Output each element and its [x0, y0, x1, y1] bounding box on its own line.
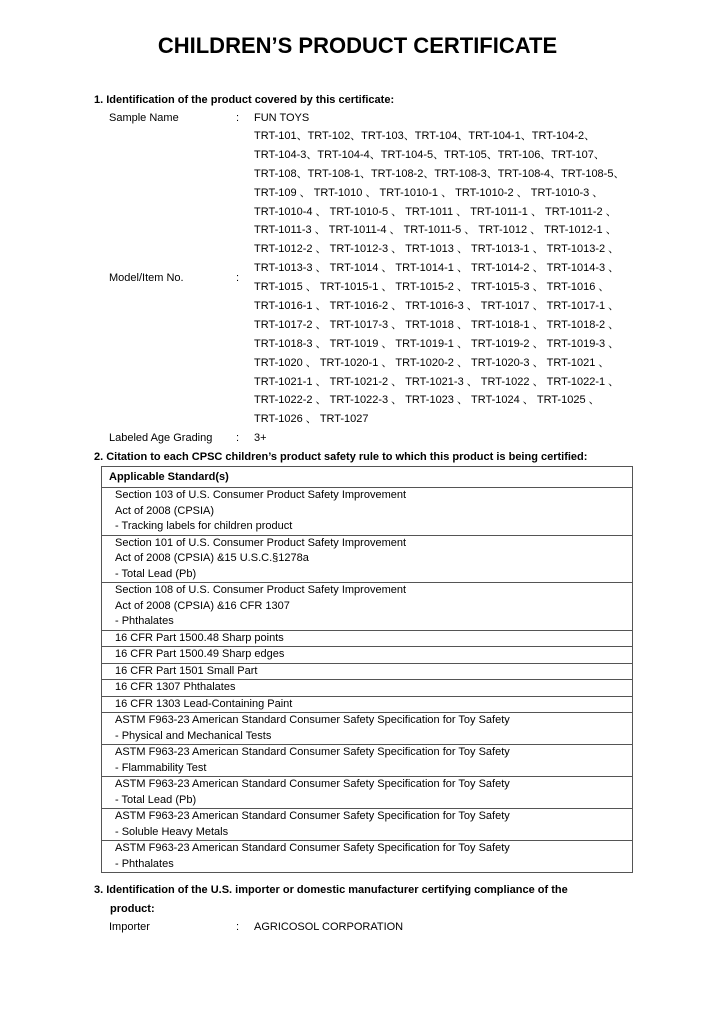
model-number-line: TRT-1022-2 、 TRT-1022-3 、 TRT-1023 、 TRT-1024 、 TRT-1025 、: [254, 394, 600, 407]
section3-heading-continued: product:: [110, 903, 155, 915]
standard-row: [102, 535, 633, 583]
standard-text-line: 16 CFR 1307 Phthalates: [115, 681, 236, 693]
standard-row: [102, 647, 633, 664]
model-number-line: TRT-1013-3 、 TRT-1014 、 TRT-1014-1 、 TRT-1014-2 、 TRT-1014-3 、: [254, 262, 620, 275]
standard-text-line: Act of 2008 (CPSIA) &16 CFR 1307: [115, 599, 290, 612]
model-number-line: TRT-1017-2 、 TRT-1017-3 、 TRT-1018 、 TRT-1018-1 、 TRT-1018-2 、: [254, 318, 620, 331]
standard-text-line: Section 103 of U.S. Consumer Product Safety Improvement: [115, 489, 407, 501]
standard-row: [102, 488, 633, 536]
standard-row: [102, 777, 633, 809]
standard-text-line: Section 101 of U.S. Consumer Product Safety Improvement: [115, 536, 407, 549]
importer-colon: :: [236, 921, 240, 933]
standard-cell: [102, 680, 633, 697]
age-grading-value: 3+: [254, 432, 267, 444]
model-number-line: TRT-1011-3 、 TRT-1011-4 、 TRT-1011-5 、 TRT-1012 、 TRT-1012-1 、: [254, 224, 617, 237]
standard-text-line: - Total Lead (Pb): [115, 793, 197, 806]
standard-cell: [102, 583, 633, 631]
model-number-list: [254, 127, 634, 429]
age-grading-label: Labeled Age Grading: [109, 432, 213, 444]
standard-text-line: ASTM F963-23 American Standard Consumer Safety Specification for Toy Safety: [115, 778, 510, 790]
standard-cell: [102, 647, 633, 664]
standard-cell: [102, 535, 633, 583]
model-number-line: TRT-101、TRT-102、TRT-103、TRT-104、TRT-104-1、TRT-104-2、: [254, 130, 596, 142]
standard-cell: [102, 713, 633, 745]
standard-row: [102, 680, 633, 697]
standard-text-line: - Tracking labels for children product: [115, 520, 293, 532]
standard-row: [102, 663, 633, 680]
model-number-line: TRT-1010-4 、 TRT-1010-5 、 TRT-1011 、 TRT-1011-1 、 TRT-1011-2 、: [254, 205, 617, 218]
standard-text-line: - Soluble Heavy Metals: [115, 825, 229, 838]
standard-text-line: ASTM F963-23 American Standard Consumer Safety Specification for Toy Safety: [115, 746, 510, 758]
model-number-label: Model/Item No.: [109, 272, 184, 284]
sample-name-colon: :: [236, 112, 240, 124]
standard-text-line: 16 CFR Part 1501 Small Part: [115, 664, 258, 677]
model-number-line: TRT-1012-2 、 TRT-1012-3 、 TRT-1013 、 TRT-1013-1 、 TRT-1013-2 、: [254, 243, 620, 256]
standard-cell: [102, 630, 633, 647]
model-number-colon: :: [236, 272, 240, 284]
standard-text-line: - Phthalates: [115, 615, 174, 627]
standard-cell: [102, 663, 633, 680]
standard-text-line: - Total Lead (Pb): [115, 567, 197, 580]
standard-text-line: ASTM F963-23 American Standard Consumer Safety Specification for Toy Safety: [115, 810, 510, 822]
standard-text-line: Act of 2008 (CPSIA) &15 U.S.C.§1278a: [115, 552, 309, 564]
standard-row: [102, 696, 633, 713]
standard-cell: [102, 841, 633, 873]
standard-text-line: 16 CFR Part 1500.48 Sharp points: [115, 631, 284, 644]
sample-name-label: Sample Name: [109, 112, 179, 124]
importer-value: AGRICOSOL CORPORATION: [254, 921, 404, 933]
standard-text-line: - Phthalates: [115, 857, 174, 870]
age-grading-colon: :: [236, 432, 240, 444]
standard-text-line: - Physical and Mechanical Tests: [115, 729, 272, 742]
section1-heading: 1. Identification of the product covered by this certificate:: [94, 94, 395, 106]
model-number-line: TRT-104-3、TRT-104-4、TRT-104-5、TRT-105、TRT-106、TRT-107、: [254, 148, 605, 161]
standard-cell: [102, 809, 633, 841]
standard-cell: [102, 777, 633, 809]
model-number-line: TRT-1020 、 TRT-1020-1 、 TRT-1020-2 、 TRT-1020-3 、 TRT-1021 、: [254, 356, 610, 369]
standard-text-line: ASTM F963-23 American Standard Consumer Safety Specification for Toy Safety: [115, 714, 510, 726]
standard-row: [102, 713, 633, 745]
model-number-line: TRT-109 、 TRT-1010 、 TRT-1010-1 、 TRT-1010-2 、 TRT-1010-3 、: [254, 186, 604, 199]
importer-label: Importer: [109, 921, 150, 933]
standard-text-line: Act of 2008 (CPSIA): [115, 504, 215, 517]
model-number-line: TRT-108、TRT-108-1、TRT-108-2、TRT-108-3、TRT-108-4、TRT-108-5、: [254, 167, 625, 180]
standard-row: [102, 745, 633, 777]
model-number-line: TRT-1026 、 TRT-1027: [254, 413, 369, 426]
standard-cell: [102, 745, 633, 777]
standard-cell: [102, 696, 633, 713]
model-number-line: TRT-1018-3 、 TRT-1019 、 TRT-1019-1 、 TRT-1019-2 、 TRT-1019-3 、: [254, 337, 620, 350]
standard-text-line: 16 CFR Part 1500.49 Sharp edges: [115, 648, 285, 660]
standard-row: [102, 809, 633, 841]
model-number-line: TRT-1021-1 、 TRT-1021-2 、 TRT-1021-3 、 TRT-1022 、 TRT-1022-1 、: [254, 375, 620, 388]
standards-table-header: Applicable Standard(s): [102, 467, 633, 488]
standard-text-line: 16 CFR 1303 Lead-Containing Paint: [115, 697, 293, 710]
standard-row: [102, 583, 633, 631]
section2-heading: 2. Citation to each CPSC children’s product safety rule to which this product is being certified:: [94, 451, 588, 463]
standard-row: [102, 630, 633, 647]
model-number-line: TRT-1016-1 、 TRT-1016-2 、 TRT-1016-3 、 TRT-1017 、 TRT-1017-1 、: [254, 300, 620, 313]
standard-row: [102, 841, 633, 873]
standard-text-line: Section 108 of U.S. Consumer Product Safety Improvement: [115, 584, 407, 596]
sample-name-value: FUN TOYS: [254, 112, 310, 124]
standards-table: [101, 466, 633, 873]
model-number-line: TRT-1015 、 TRT-1015-1 、 TRT-1015-2 、 TRT-1015-3 、 TRT-1016 、: [254, 281, 610, 294]
standard-text-line: ASTM F963-23 American Standard Consumer Safety Specification for Toy Safety: [115, 842, 510, 854]
standard-text-line: - Flammability Test: [115, 761, 207, 774]
standard-cell: [102, 488, 633, 536]
section3-heading: 3. Identification of the U.S. importer or domestic manufacturer certifying compliance of the: [94, 884, 568, 896]
page-title: CHILDREN’S PRODUCT CERTIFICATE: [157, 33, 558, 58]
